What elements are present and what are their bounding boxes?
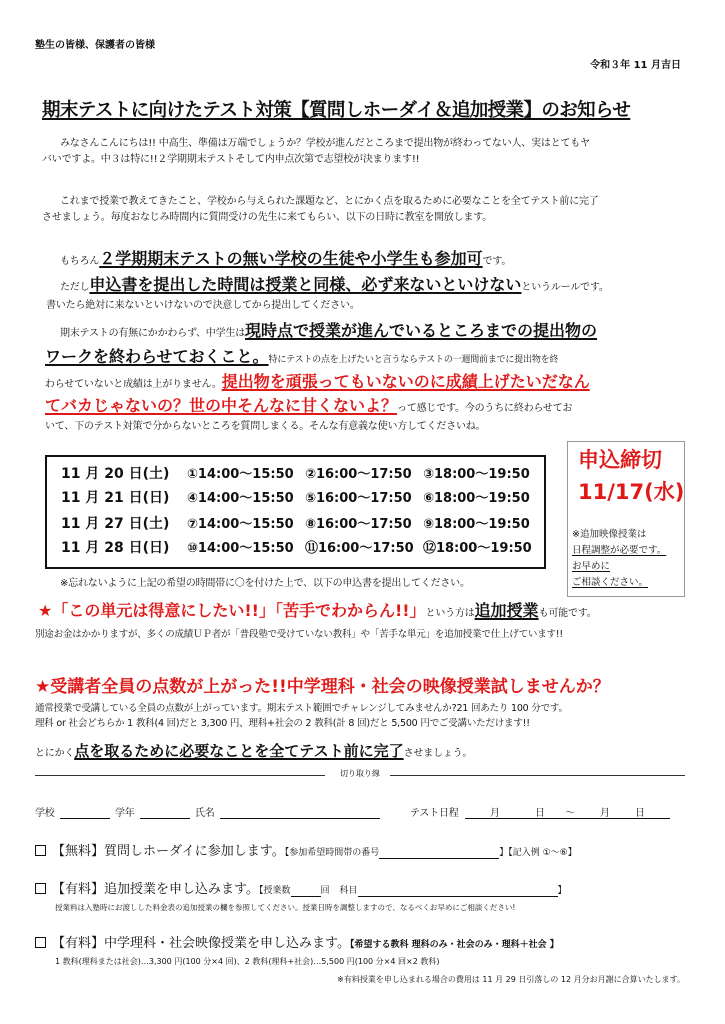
option-free-qa: 【無料】質問しホーダイに参加します。【参加希望時間帯の番号 】【記入例 ①～⑥】 — [35, 840, 577, 859]
test-date-label: テスト日程 — [410, 808, 459, 819]
name-label: 氏名 — [195, 808, 215, 819]
school-label: 学校 — [35, 808, 55, 819]
free-qa-checkbox[interactable] — [35, 845, 46, 856]
grade-label: 学年 — [115, 808, 135, 819]
schedule-row: 11 月 20 日(土) ①14:00～15:50 ②16:00～17:50 ③18:00～19:50 — [61, 463, 541, 483]
intro-line-4: させましょう。毎度おなじみ時間内に質問受けの先生に来てもらい、以下の日時に教室を開放します。 — [42, 212, 492, 223]
schedule-table — [45, 455, 546, 569]
promo-extra-lessons: ★「この単元は得意にしたい!!」「苦手でわからん!!」という方は追加授業も可能です。 — [38, 601, 597, 620]
rule-5: わらせていないと成績は上がりません。提出物を頑張ってもいないのに成績上げたいだなん — [45, 372, 590, 391]
school-field[interactable] — [60, 804, 110, 819]
schedule-note: ※忘れないように上記の希望の時間帯に〇を付けた上で、以下の申込書を提出してください。 — [60, 578, 470, 589]
slot-option[interactable]: ⑫18:00～19:50 — [422, 541, 532, 556]
rule-6: いて、下のテスト対策で分からないところを質問しまくる。そんな有意義な使い方してくださいね。 — [45, 421, 486, 432]
promo-video-lessons: ★受講者全員の点数が上がった!!中学理科・社会の映像授業試しませんか？ — [35, 677, 610, 697]
slot-option[interactable]: ⑥18:00～19:50 — [422, 491, 530, 506]
rule-1: もちろん２学期期末テストの無い学校の生徒や小学生も参加可です。 — [60, 249, 512, 268]
video-lessons-checkbox[interactable] — [35, 937, 46, 948]
video-price-note: 1 教科(理科または社会)…3,300 円(100 分×4 回)、2 教科(理科+社会)…5,500 円(100 分×4 回×2 教科) — [55, 957, 440, 966]
intro-line-2: バいですよ。中３は特に!!２学期期末テストそして内申点次第で志望校が決まります!! — [42, 154, 420, 165]
deadline-date: 11/17(水) — [578, 480, 685, 504]
slot-option[interactable]: ②16:00～17:50 — [304, 467, 412, 482]
slot-option[interactable]: ⑨18:00～19:50 — [422, 517, 530, 532]
rule-3: 書いたら絶対に来ないといけないので決意してから提出してください。 — [46, 300, 360, 311]
closing-line: とにかく点を取るために必要なことを全てテスト前に完了させましょう。 — [35, 742, 473, 760]
promo-video-line-1: 通常授業で受講している全員の点数が上がっています。期末テスト範囲でチャレンジしてみませんか?21 回あたり 100 分です。 — [35, 703, 568, 714]
schedule-row: 11 月 27 日(土) ⑦14:00～15:50 ⑧16:00～17:50 ⑨18:00～19:50 — [61, 513, 541, 533]
extra-lessons-note: 授業料は入塾時にお渡しした料金表の追加授業の欄を参照してください。授業日時を調整しますので、なるべくお早めにご相談ください! — [55, 903, 516, 912]
slot-option[interactable]: ③18:00～19:50 — [422, 467, 530, 482]
deadline-box: 申込締切 11/17(水) ※追加映像授業は 日程調整が必要です。 お早めに ご相談ください。 — [567, 441, 685, 597]
addressee: 塾生の皆様、保護者の皆様 — [35, 40, 155, 51]
time-slot-field[interactable] — [379, 846, 499, 859]
slot-option[interactable]: ④14:00～15:50 — [186, 491, 294, 506]
rule-2: ただし申込書を提出した時間は授業と同様、必ず来ないといけないというルールです。 — [60, 275, 609, 294]
promo-video-line-2: 理科 or 社会どちらか 1 教科(4 回)だと 3,300 円、理科+社会の 2 教科(計 8 回)だと 5,500 円でご受講いただけます!! — [35, 718, 530, 729]
page-title: 期末テストに向けたテスト対策【質問しホーダイ＆追加授業】のお知らせ — [42, 100, 631, 121]
intro-line-1: みなさんこんにちは!! 中高生、準備は万端でしょうか？学校が進んだところまで提出物が終わってない人、実はとてもヤ — [60, 138, 590, 149]
lesson-count-field[interactable] — [291, 884, 321, 897]
slot-option[interactable]: ⑧16:00～17:50 — [304, 517, 412, 532]
grade-field[interactable] — [140, 804, 190, 819]
slot-option[interactable]: ⑤16:00～17:50 — [304, 491, 412, 506]
cut-line-right — [390, 775, 685, 776]
rule-4: 期末テストの有無にかかわらず、中学生は現時点で授業が進んでいるところまでの提出物の — [60, 321, 598, 340]
promo-extra-sub: 別途お金はかかりますが、多くの成績ＵＰ者が「普段塾で受けていない教科」や「苦手な単元」を追加授業で仕上げています!! — [35, 629, 564, 640]
slot-option[interactable]: ⑦14:00～15:50 — [186, 517, 294, 532]
rule-5b: てバカじゃないの？世の中そんなに甘くないよ？って感じです。今のうちに終わらせてお — [45, 396, 573, 415]
slot-option[interactable]: ①14:00～15:50 — [186, 467, 294, 482]
name-field[interactable] — [220, 804, 380, 819]
issue-date: 令和３年 11 月吉日 — [590, 60, 681, 71]
cut-line-left — [35, 775, 325, 776]
billing-footer: ※有料授業を申し込まれる場合の費用は 11 月 29 日引落しの 12 月分お月謝に合算いたします。 — [337, 975, 685, 984]
option-extra-lessons: 【有料】追加授業を申し込みます。【授業数 回 科目 】 — [35, 878, 567, 897]
option-video-lessons: 【有料】中学理科・社会映像授業を申し込みます。【希望する教科 理科のみ・社会のみ・理科＋社会 】 — [35, 932, 559, 951]
schedule-row: 11 月 21 日(日) ④14:00～15:50 ⑤16:00～17:50 ⑥18:00～19:50 — [61, 487, 541, 507]
cut-line-label: 切り取り線 — [340, 769, 380, 778]
schedule-row: 11 月 28 日(日) ⑩14:00～15:50 ⑪16:00～17:50 ⑫18:00～19:50 — [61, 537, 541, 557]
star-icon: ★ — [38, 601, 53, 620]
intro-line-3: これまで授業で教えてきたこと、学校から与えられた課題など、とにかく点を取るために必要なことを全てテスト前に完了 — [60, 196, 599, 207]
extra-lessons-checkbox[interactable] — [35, 883, 46, 894]
star-icon: ★ — [35, 677, 51, 697]
rule-4b: ワークを終わらせておくこと。特にテストの点を上げたいと言うならテストの一週間前までに提出物を終 — [45, 347, 559, 366]
slot-option[interactable]: ⑩14:00～15:50 — [186, 541, 294, 556]
slot-option[interactable]: ⑪16:00～17:50 — [304, 541, 414, 556]
deadline-label: 申込締切 — [578, 448, 662, 472]
subject-field[interactable] — [358, 884, 558, 897]
